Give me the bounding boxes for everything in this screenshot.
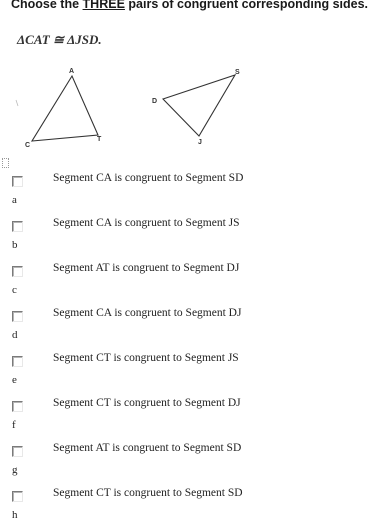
option-f-checkbox[interactable] [12, 401, 23, 412]
option-b-letter: b [12, 239, 18, 251]
option-f[interactable] [0, 397, 389, 441]
label-s: S [235, 69, 240, 76]
option-g[interactable] [0, 442, 389, 486]
option-g-letter: g [12, 464, 18, 476]
option-h[interactable] [0, 487, 389, 531]
label-t: T [97, 136, 102, 143]
option-d-checkbox[interactable] [12, 311, 23, 322]
option-d[interactable] [0, 307, 389, 351]
option-e-text: Segment CT is congruent to Segment JS [53, 352, 239, 364]
option-c-text: Segment AT is congruent to Segment DJ [53, 262, 240, 274]
option-a-checkbox[interactable] [12, 176, 23, 187]
option-c[interactable] [0, 262, 389, 306]
prompt-emphasis: THREE [82, 0, 125, 11]
congruence-statement: ΔCAT ≅ ΔJSD. [17, 32, 102, 47]
stray-mark [16, 100, 18, 106]
option-h-checkbox[interactable] [12, 491, 23, 502]
option-e-checkbox[interactable] [12, 356, 23, 367]
option-e[interactable] [0, 352, 389, 396]
option-d-text: Segment CA is congruent to Segment DJ [53, 307, 242, 319]
option-e-letter: e [12, 374, 17, 386]
option-a[interactable] [0, 172, 389, 216]
label-j: J [198, 139, 202, 146]
option-h-text: Segment CT is congruent to Segment SD [53, 487, 243, 499]
label-d: D [152, 98, 158, 105]
option-a-text: Segment CA is congruent to Segment SD [53, 172, 244, 184]
option-b-text: Segment CA is congruent to Segment JS [53, 217, 240, 229]
label-c: C [25, 142, 31, 149]
triangles-figure [10, 62, 250, 154]
focus-marker [2, 158, 9, 168]
triangle-cat [32, 76, 98, 141]
option-b-checkbox[interactable] [12, 221, 23, 232]
option-g-text: Segment AT is congruent to Segment SD [53, 442, 242, 454]
label-a: A [69, 68, 75, 75]
option-g-checkbox[interactable] [12, 446, 23, 457]
option-h-letter: h [12, 509, 18, 521]
option-b[interactable] [0, 217, 389, 261]
option-c-letter: c [12, 284, 17, 296]
option-d-letter: d [12, 329, 18, 341]
option-c-checkbox[interactable] [12, 266, 23, 277]
option-a-letter: a [12, 194, 17, 206]
triangle-jsd [163, 75, 235, 136]
prompt-prefix: Choose the [11, 0, 83, 11]
prompt-suffix: pairs of congruent corresponding sides. [124, 0, 369, 11]
option-f-letter: f [12, 419, 16, 431]
question-prompt [11, 0, 368, 11]
option-f-text: Segment CT is congruent to Segment DJ [53, 397, 241, 409]
